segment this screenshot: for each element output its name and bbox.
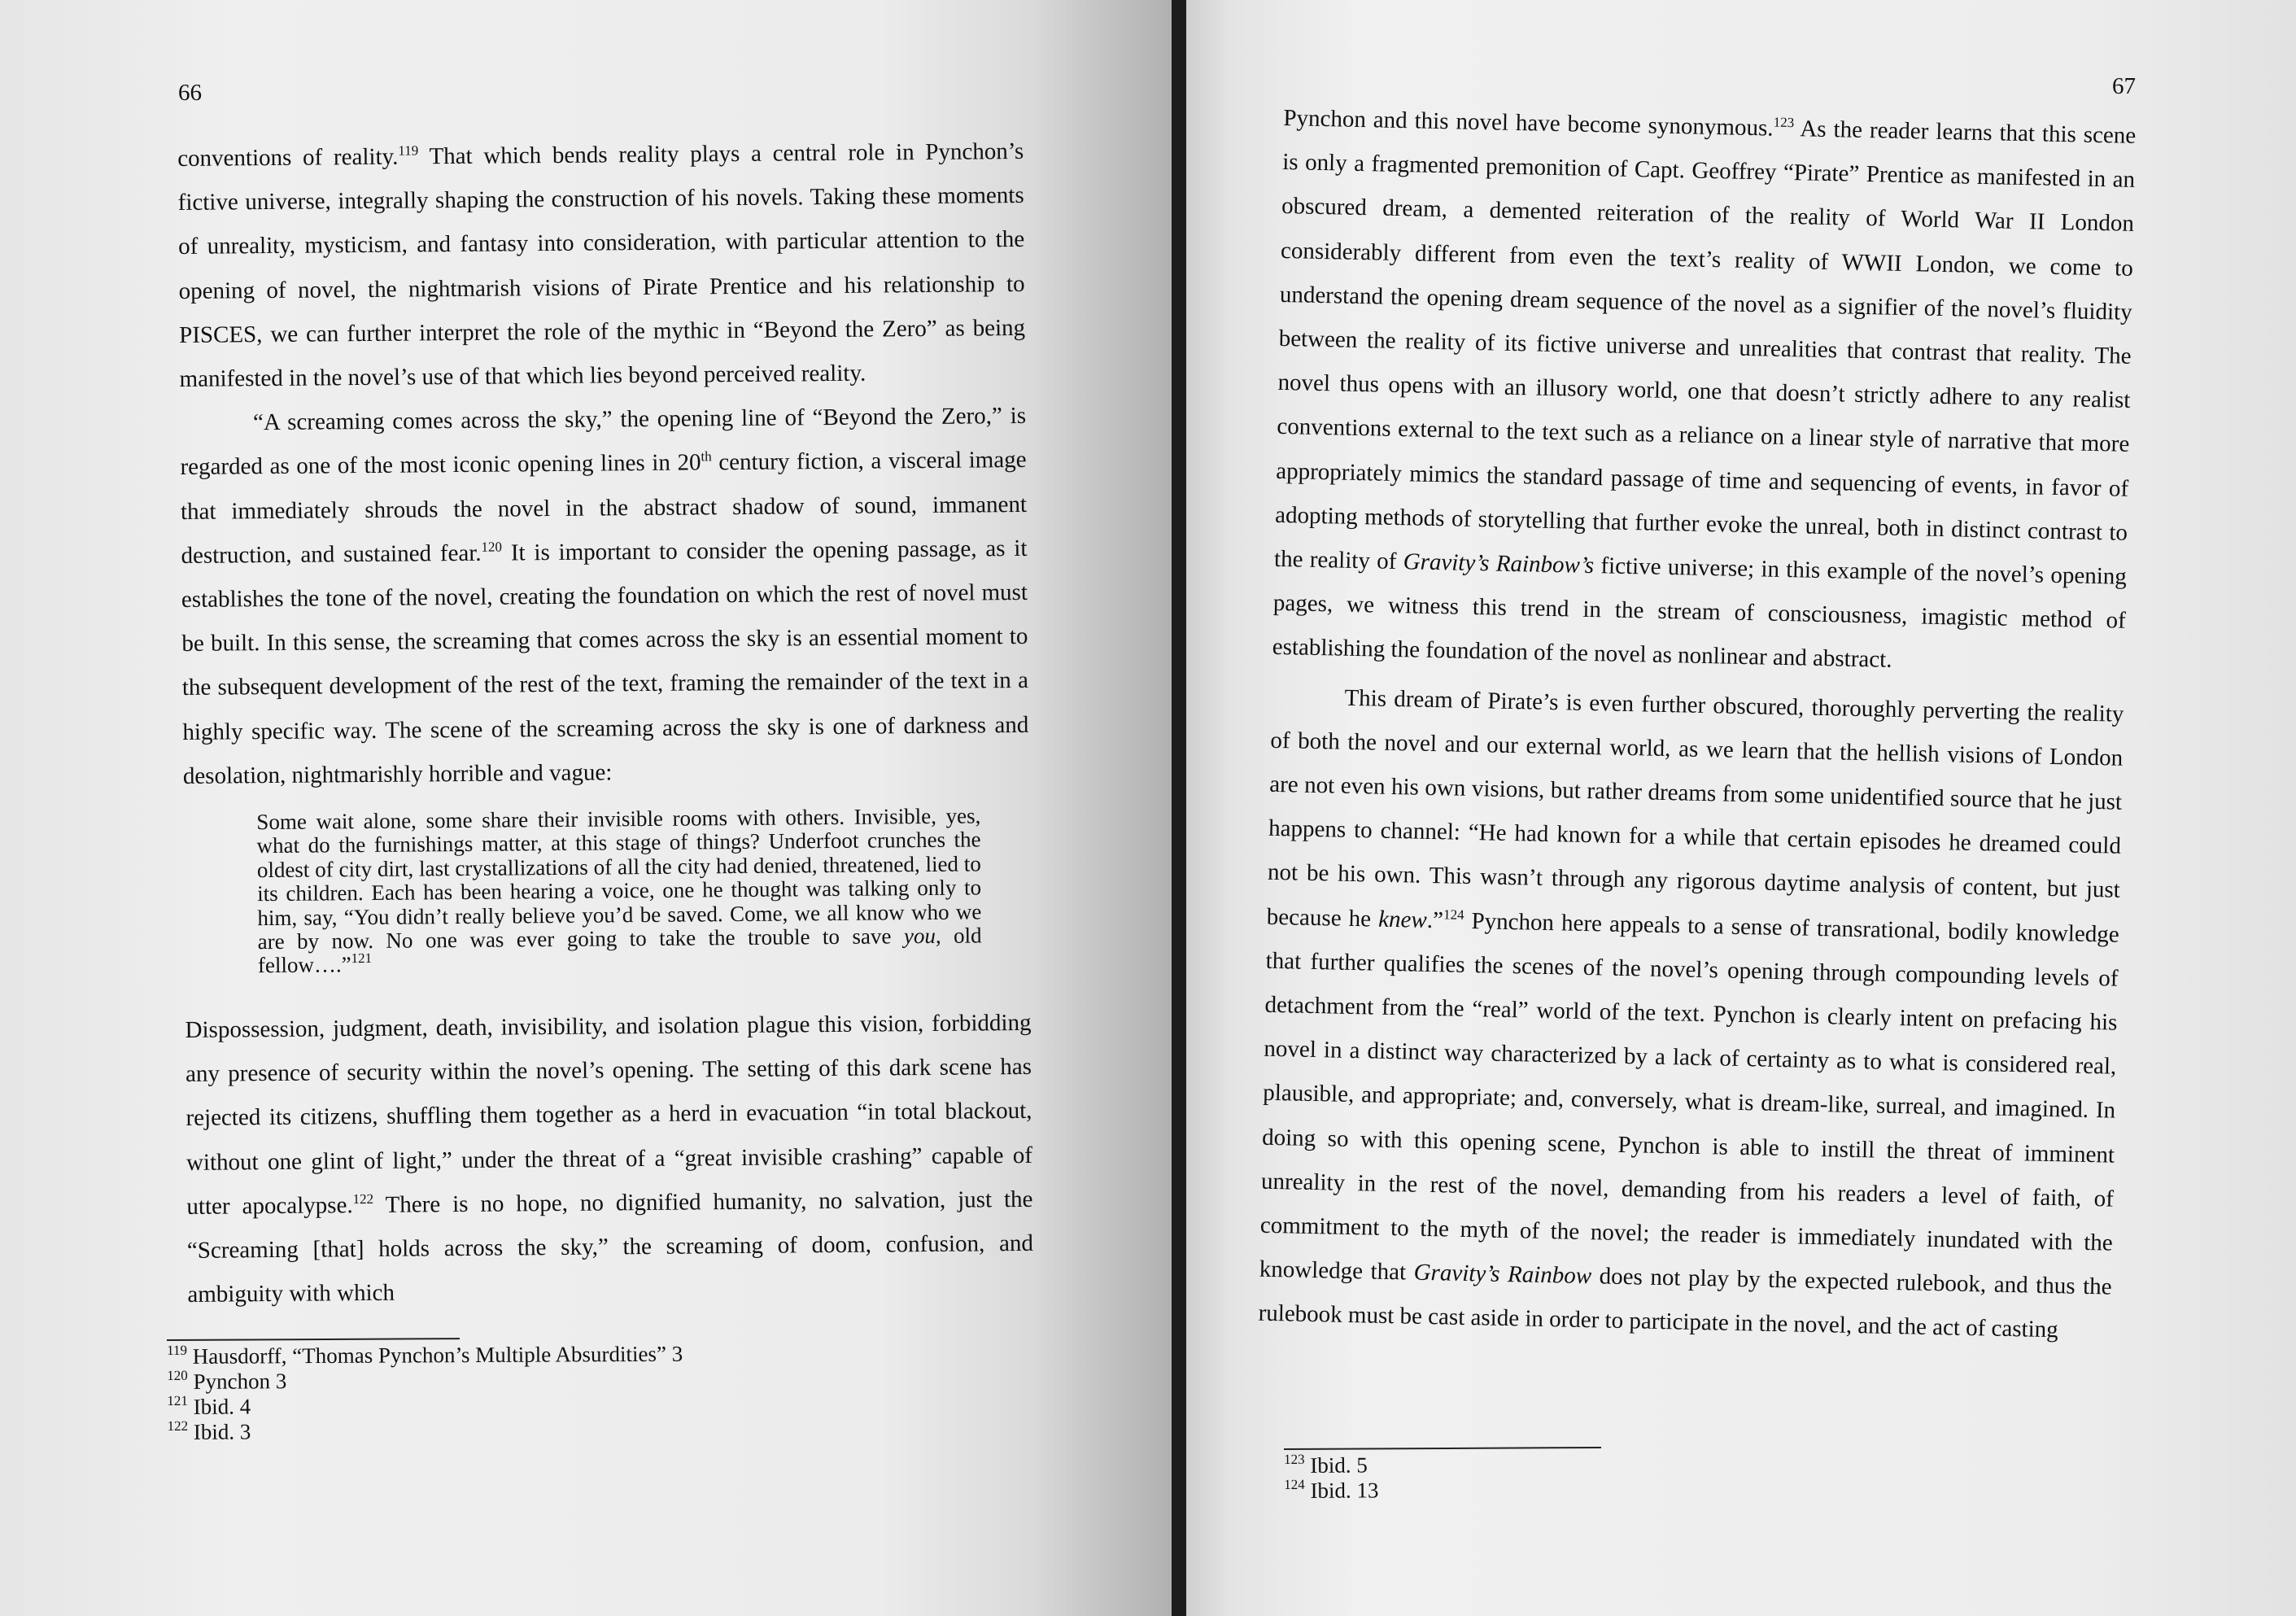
- text-run: conventions of reality.: [177, 143, 399, 172]
- footnote-ref: 121: [351, 950, 373, 967]
- footnote-ref: 119: [398, 142, 419, 159]
- footnote-text: Ibid. 13: [1304, 1478, 1379, 1503]
- footnote-ref: 122: [352, 1190, 374, 1207]
- text-run: This dream of Pirate’s is even further obscured, thoroughly perverting the reality of both the novel and our external world, as we learn that the hellish visions of London are not even his own visions, but rather dreams from some unidentified source that he just happens to channel: “He had known for a while that certain episodes he dreamed could not be his own. This wasn’t through any rigorous daytime analysis of content, but just because he: [1266, 684, 2124, 932]
- right-page: [1186, 0, 2296, 1616]
- footnote-text: Ibid. 5: [1304, 1452, 1368, 1478]
- text-run: “A screaming comes across the sky,” the opening line of “Beyond the Zero,” is regarded as one of the most iconic opening lines in 20: [180, 403, 1027, 481]
- text-run: There is no hope, no dignified humanity, no salvation, just the “Screaming [that] holds across the sky,” the screaming of doom, confusion, and ambiguity with which: [186, 1186, 1034, 1308]
- footnote-number: 120: [167, 1367, 188, 1383]
- italic-text: knew: [1377, 906, 1428, 933]
- footnote: [168, 1417, 786, 1445]
- footnote-ref: 124: [1443, 906, 1464, 923]
- footnote: [167, 1366, 785, 1395]
- text-run: Pynchon and this novel have become synonymous.: [1283, 104, 1774, 142]
- italic-text: Gravity’s Rainbow’s: [1403, 548, 1595, 579]
- text-run: Some wait alone, some share their invisible rooms with others. Invisible, yes, what do the furnishings matter, at this stage of things? Underfoot crunches the oldest of city dirt, last crystallizations of all the city had denied, threatened, lied to its children. Each has been hearing a voice, one he thought was talking only to him, say, “You didn’t really believe you’d be saved. Come, we all know who we are by now. No one was ever going to take the trouble to save: [256, 803, 982, 954]
- footnote: [167, 1391, 785, 1420]
- page-number-left: 66: [178, 80, 202, 106]
- text-run: century fiction, a visceral image that immediately shrouds the novel in the abstract shadow of sound, immanent destruction, and sustained fear.: [180, 447, 1028, 569]
- footnote-ref: 123: [1773, 114, 1795, 131]
- footnote-number: 124: [1284, 1476, 1305, 1492]
- text-run: It is important to consider the opening passage, as it establishes the tone of the novel, creating the foundation on which the rest of novel must be built. In this sense, the screaming that comes across the sky is an essential moment to the subsequent development of the rest of the text, framing the remainder of the text in a highly specific way. The scene of the screaming across the sky is one of darkness and desolation, nightmarishly horrible and vague:: [181, 535, 1029, 789]
- block-quote: [256, 804, 982, 978]
- footnote: [167, 1341, 785, 1369]
- footnote-number: 123: [1284, 1451, 1305, 1467]
- book-gutter: [1172, 0, 1186, 1616]
- left-page-body: [177, 129, 1034, 1317]
- footnotes-left: [167, 1336, 786, 1445]
- footnote-text: Hausdorff, “Thomas Pynchon’s Multiple Absurdities” 3: [186, 1341, 683, 1369]
- footnote: [1284, 1477, 1626, 1504]
- italic-text: Gravity’s Rainbow: [1413, 1259, 1592, 1290]
- text-run: Pynchon here appeals to a sense of transrational, bodily knowledge that further qualifies the scenes of the novel’s opening through compounding levels of detachment from the “real” world of the text. Pynchon is clearly intent on prefacing his novel in a distinct way characterized by a lack of certainty as to what is considered real, plausible, and appropriate; and, conversely, what is dream-like, surreal, and imagined. In doing so with this opening scene, Pynchon is able to instill the threat of imminent unreality in the rest of the novel, demanding from his readers a level of faith, of commitment to the myth of the novel; the reader is immediately inundated with the knowledge that: [1259, 907, 2119, 1286]
- right-page-body: [1258, 96, 2137, 1353]
- text-run: As the reader learns that this scene is only a fragmented premonition of Capt. Geoffrey “Pirate” Prentice as manifested in an obscured dream, a demented reiteration of the reality of World War II London considerably different from even the text’s reality of WWII London, we come to understand the opening dream sequence of the novel as a signifier of the novel’s fluidity between the reality of its fictive universe and unrealities that contrast that reality. The novel thus opens with an illusory world, one that doesn’t strictly adhere to any realist conventions external to the text such as a reliance on a linear style of narrative that more appropriately mimics the standard passage of time and sequencing of events, in favor of adopting methods of storytelling that further evoke the unreal, both in distinct contrast to the reality of: [1273, 116, 2137, 575]
- text-run: fictive universe; in this example of the novel’s opening pages, we witness this trend in the stream of consciousness, imagistic method of establishing the foundation of the novel as nonlinear and abstract.: [1272, 552, 2128, 674]
- paragraph: [180, 394, 1029, 798]
- text-run: , old fellow….”: [257, 923, 982, 978]
- text-run: does not play by the expected rulebook, and thus the rulebook must be cast aside in order to participate in the novel, and the act of casting: [1258, 1263, 2112, 1343]
- text-run: Dispossession, judgment, death, invisibility, and isolation plague this vision, forbidding any presence of security within the novel’s opening. The setting of this dark scene has rejected its citizens, shuffling them together as a herd in evacuation “in total blackout, without one glint of light,” under the threat of a “great invisible crashing” capable of utter apocalypse.: [185, 1009, 1033, 1220]
- paragraph: [177, 129, 1026, 401]
- footnote-text: Ibid. 3: [188, 1419, 251, 1444]
- ordinal-suffix: th: [701, 448, 712, 465]
- paragraph: [1272, 96, 2137, 687]
- footnote-rule: [1284, 1447, 1601, 1450]
- footnote-number: 122: [167, 1417, 189, 1434]
- paragraph: [1258, 674, 2124, 1353]
- text-run: That which bends reality plays a central role in Pynchon’s fictive universe, integrally shaping the construction of his novels. Taking these moments of unreality, mysticism, and fantasy into consideration, with particular attention to the opening of novel, the nightmarish visions of Pirate Prentice and his relationship to PISCES, we can further interpret the role of the mythic in “Beyond the Zero” as being manifested in the novel’s use of that which lies beyond perceived reality.: [177, 138, 1026, 393]
- footnote-text: Ibid. 4: [187, 1394, 251, 1419]
- paragraph: [185, 1001, 1033, 1317]
- footnote: [1284, 1452, 1626, 1478]
- text-run: .”: [1426, 906, 1444, 933]
- footnote-text: Pynchon 3: [187, 1369, 287, 1394]
- footnote-ref: 120: [481, 539, 503, 555]
- page-number-right: 67: [2112, 73, 2136, 99]
- italic-text: you: [903, 923, 936, 949]
- footnote-rule: [167, 1338, 460, 1341]
- footnote-number: 121: [167, 1392, 188, 1409]
- footnotes-right: [1284, 1447, 1626, 1504]
- footnote-number: 119: [167, 1342, 187, 1358]
